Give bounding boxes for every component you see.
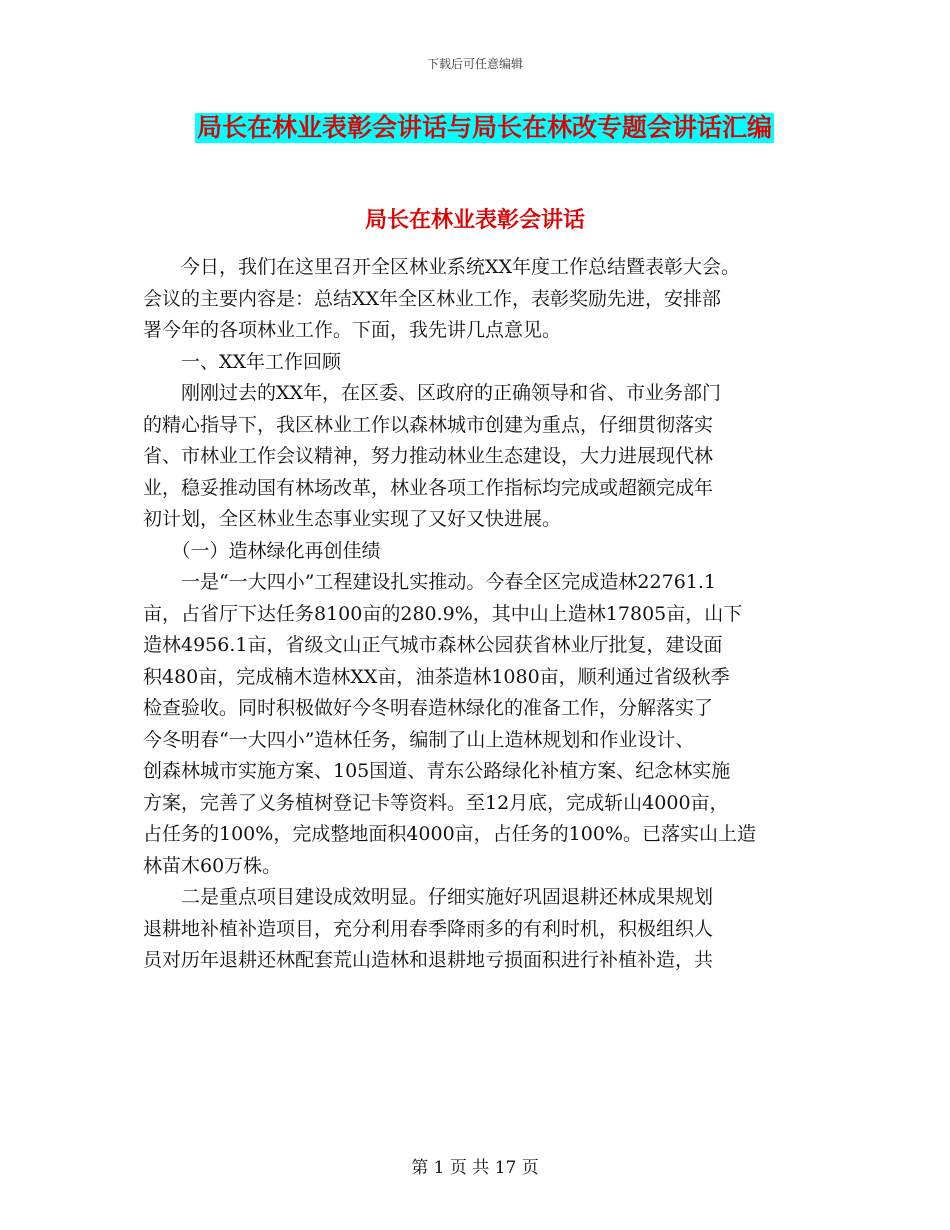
- text-line: 署今年的各项林业工作。下面，我先讲几点意见。: [143, 319, 562, 341]
- text-line: 一、XX年工作回顾: [143, 350, 342, 373]
- section-title: 局长在林业表彰会讲话: [364, 208, 585, 233]
- text-line: 亩，占省厅下达任务8100亩的280.9%，其中山上造林17805亩，山下: [143, 602, 743, 625]
- text-line: （一）造林绿化再创佳绩: [143, 539, 381, 562]
- text-line: 方案，完善了义务植树登记卡等资料。至12月底，完成斩山4000亩，: [143, 791, 729, 814]
- text-line: 今冬明春“一大四小”造林任务，编制了山上造林规划和作业设计、: [143, 728, 695, 751]
- text-line: 员对历年退耕还林配套荒山造林和退耕地亏损面积进行补植补造，共: [143, 949, 714, 971]
- text-line: 造林4956.1亩，省级文山正气城市森林公园获省林业厅批复，建设面: [143, 634, 723, 656]
- text-line: 的精心指导下，我区林业工作以森林城市创建为重点，仔细贯彻落实: [143, 413, 714, 436]
- text-line: 刚刚过去的XX年，在区委、区政府的正确领导和省、市业务部门: [143, 382, 722, 404]
- page-number: 第 1 页 共 17 页: [411, 1158, 539, 1178]
- text-line: 退耕地补植补造项目，充分利用春季降雨多的有利时机，积极组织人: [143, 917, 714, 940]
- text-line: 创森林城市实施方案、105国道、青东公路绿化补植方案、纪念林实施: [143, 760, 731, 782]
- text-line: 占任务的100%，完成整地面积4000亩，占任务的100%。已落实山上造: [143, 823, 756, 845]
- body-text: [143, 252, 843, 977]
- text-line: 积480亩，完成楠木造林XX亩，油茶造林1080亩，顺利通过省级秋季: [143, 665, 730, 688]
- text-line: 检查验收。同时积极做好今冬明春造林绿化的准备工作，分解落实了: [143, 697, 714, 719]
- page-header-note: 下载后可任意编辑: [426, 57, 523, 71]
- text-line: 会议的主要内容是：总结XX年全区林业工作，表彰奖励先进，安排部: [143, 287, 722, 310]
- text-line: 一是“一大四小”工程建设扎实推动。今春全区完成造林22761.1: [143, 571, 716, 593]
- document-title: 局长在林业表彰会讲话与局长在林改专题会讲话汇编: [197, 113, 773, 142]
- text-line: 今日，我们在这里召开全区林业系统XX年度工作总结暨表彰大会。: [143, 256, 741, 278]
- text-line: 初计划，全区林业生态事业实现了又好又快进展。: [143, 508, 562, 530]
- text-line: 业，稳妥推动国有林场改革，林业各项工作指标均完成或超额完成年: [143, 476, 714, 499]
- text-line: 省、市林业工作会议精神，努力推动林业生态建设，大力进展现代林: [143, 445, 714, 467]
- text-line: 林苗木60万株。: [143, 854, 282, 877]
- text-line: 二是重点项目建设成效明显。仔细实施好巩固退耕还林成果规划: [143, 886, 714, 908]
